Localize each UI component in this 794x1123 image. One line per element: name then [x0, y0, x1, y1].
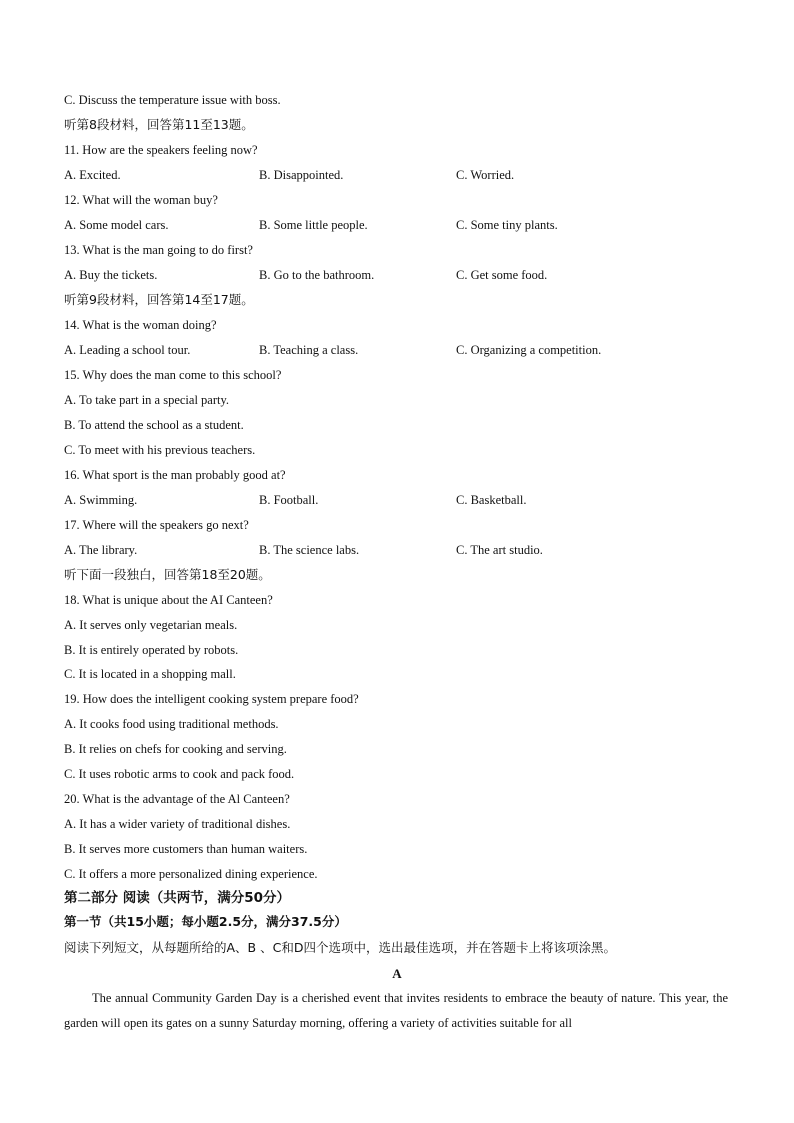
q20-option-a: A. It has a wider variety of traditional dishes. — [64, 817, 291, 831]
q14-option-a: A. Leading a school tour. — [64, 343, 191, 357]
q11-option-a: A. Excited. — [64, 168, 121, 182]
question-18: 18. What is unique about the AI Canteen? — [64, 593, 273, 607]
reading-instruction: 阅读下列短文，从每题所给的A、B 、C和D四个选项中，选出最佳选项，并在答题卡上将该项涂黑。 — [64, 940, 616, 955]
q20-option-c: C. It offers a more personalized dining experience. — [64, 867, 318, 881]
q16-option-a: A. Swimming. — [64, 493, 138, 507]
q15-option-c: C. To meet with his previous teachers. — [64, 443, 256, 457]
question-14: 14. What is the woman doing? — [64, 318, 217, 332]
q15-option-b: B. To attend the school as a student. — [64, 418, 244, 432]
q12-option-c: C. Some tiny plants. — [456, 218, 558, 232]
q19-option-c: C. It uses robotic arms to cook and pack food. — [64, 767, 295, 781]
question-20: 20. What is the advantage of the Al Canteen? — [64, 792, 290, 806]
q18-option-c: C. It is located in a shopping mall. — [64, 667, 236, 681]
q19-option-b: B. It relies on chefs for cooking and serving. — [64, 742, 287, 756]
q18-option-b: B. It is entirely operated by robots. — [64, 643, 239, 657]
passage-text: The annual Community Garden Day is a cherished event that invites residents to embrace the beauty of nature. This year, the garden will open its gates on a sunny Saturday morning, offering a variety of activities suitable for all — [64, 991, 728, 1030]
q17-option-a: A. The library. — [64, 543, 138, 557]
q19-option-a: A. It cooks food using traditional methods. — [64, 717, 279, 731]
q16-option-b: B. Football. — [259, 493, 319, 507]
q15-option-a: A. To take part in a special party. — [64, 393, 230, 407]
q11-option-c: C. Worried. — [456, 168, 515, 182]
q12-option-a: A. Some model cars. — [64, 218, 169, 232]
q17-option-b: B. The science labs. — [259, 543, 360, 557]
q18-option-a: A. It serves only vegetarian meals. — [64, 618, 238, 632]
question-13: 13. What is the man going to do first? — [64, 243, 253, 257]
section-instruction: 听第9段材料，回答第14至17题。 — [64, 292, 254, 307]
q11-option-b: B. Disappointed. — [259, 168, 344, 182]
question-19: 19. How does the intelligent cooking system prepare food? — [64, 692, 359, 706]
q14-option-b: B. Teaching a class. — [259, 343, 359, 357]
question-15: 15. Why does the man come to this school? — [64, 368, 282, 382]
passage-label: A — [392, 966, 402, 981]
passage-paragraph — [64, 986, 728, 1036]
q12-option-b: B. Some little people. — [259, 218, 368, 232]
part-heading: 第二部分 阅读（共两节，满分50分） — [64, 890, 290, 906]
section-instruction: 听第8段材料，回答第11至13题。 — [64, 117, 254, 132]
option-line: C. Discuss the temperature issue with boss. — [64, 93, 281, 107]
q16-option-c: C. Basketball. — [456, 493, 527, 507]
q13-option-c: C. Get some food. — [456, 268, 548, 282]
section-instruction: 听下面一段独白，回答第18至20题。 — [64, 567, 271, 582]
q14-option-c: C. Organizing a competition. — [456, 343, 602, 357]
section-heading: 第一节（共15小题；每小题2.5分，满分37.5分） — [64, 914, 347, 929]
question-11: 11. How are the speakers feeling now? — [64, 143, 258, 157]
q13-option-b: B. Go to the bathroom. — [259, 268, 375, 282]
question-12: 12. What will the woman buy? — [64, 193, 218, 207]
q20-option-b: B. It serves more customers than human waiters. — [64, 842, 308, 856]
q13-option-a: A. Buy the tickets. — [64, 268, 158, 282]
question-16: 16. What sport is the man probably good at? — [64, 468, 286, 482]
question-17: 17. Where will the speakers go next? — [64, 518, 249, 532]
q17-option-c: C. The art studio. — [456, 543, 543, 557]
